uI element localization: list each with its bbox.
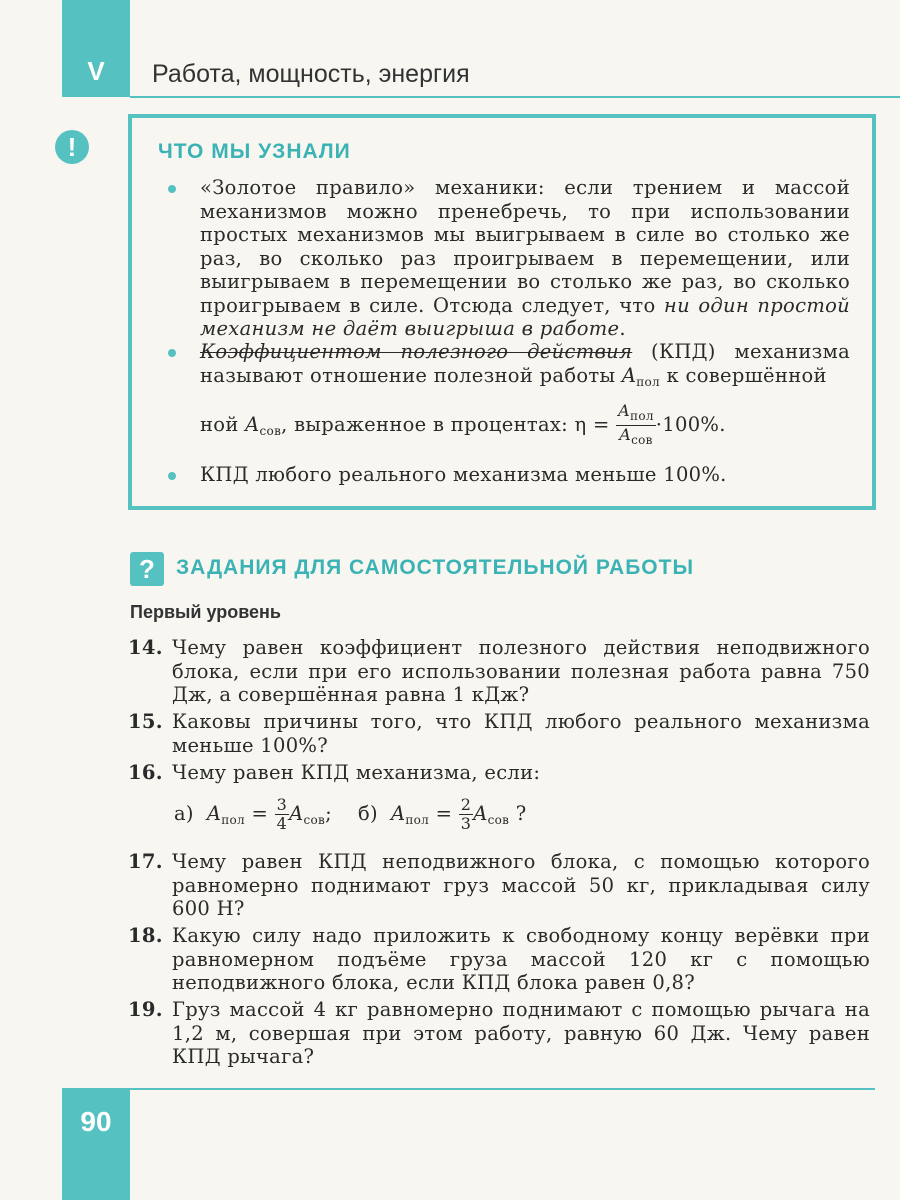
bullet-3 <box>168 472 176 480</box>
summary-bullet-1: «Золотое правило» механики: если трением и массой механизмов можно пренебречь, то при использовании простых механизмов мы выигрываем в силе во столько же раз, во сколько раз проигрываем в перемещении, или выигрываем в перемещении во столько же раз, во сколько проигрываем в силе. Отсюда следует, что ни один простой механизм не даёт выигрыша в работе. <box>200 176 851 340</box>
summary-box <box>128 114 876 510</box>
bullet-2 <box>168 349 176 357</box>
summary-bullet-3: КПД любого реального механизма меньше 100%. <box>200 463 727 486</box>
task-16-options: а) $A_{пол}$ = $\frac{3}{4}$ $A_{сов}$; б) $A_{пол}$ = $\frac{2}{3}$ $A_{сов}$ ? <box>174 795 527 833</box>
task-17: 17. Чему равен КПД неподвижного блока, с помощью которого равномерно поднимают груз массой 50 кг, прикладывая силу 600 Н? <box>128 850 870 920</box>
fraction-a: $\frac{3}{4}$ <box>276 795 288 833</box>
alert-icon: ! <box>55 130 89 164</box>
chapter-label: V <box>87 56 105 86</box>
level-heading: Первый уровень <box>130 602 281 622</box>
page-number-tab <box>62 1088 130 1200</box>
summary-bullet-2: Коэффициентом полезного действия (КПД) механизма называют отношение полезной работы $A_{пол}$ к совершённой <box>200 340 850 389</box>
task-19: 19. Груз массой 4 кг равномерно поднимают с помощью рычага на 1,2 м, совершая при этом работу, равную 60 Дж. Чему равен КПД рычага? <box>128 998 870 1068</box>
fraction-b: $\frac{2}{3}$ <box>460 795 472 833</box>
task-16: 16. Чему равен КПД механизма, если: <box>128 761 541 784</box>
page-number: 90 <box>80 1106 112 1137</box>
question-icon: ? <box>130 552 164 586</box>
page-header-title: Работа, мощность, энергия <box>152 60 470 88</box>
summary-bullet-2-formula-line: ной $A_{сов}$, выраженное в процентах: η = $\frac{A_{пол}}{A_{сов}}$ ·100%. <box>200 401 726 447</box>
efficiency-fraction: $\frac{A_{пол}}{A_{сов}}$ <box>618 401 654 447</box>
task-14: 14. Чему равен коэффициент полезного действия неподвижного блока, если при его использовании полезная работа равна 750 Дж, а совершённая равна 1 кДж? <box>128 636 870 706</box>
task-18: 18. Какую силу надо приложить к свободному концу верёвки при равномерном подъёме груза массой 120 кг с помощью неподвижного блока, если КПД блока равен 0,8? <box>128 924 870 994</box>
task-15: 15. Каковы причины того, что КПД любого реального механизма меньше 100%? <box>128 710 870 757</box>
header-rule <box>130 96 900 98</box>
summary-heading: ЧТО МЫ УЗНАЛИ <box>158 140 351 163</box>
footer-rule <box>130 1088 875 1090</box>
bullet-1 <box>168 185 176 193</box>
chapter-tab <box>62 0 130 97</box>
tasks-heading: ЗАДАНИЯ ДЛЯ САМОСТОЯТЕЛЬНОЙ РАБОТЫ <box>176 556 695 579</box>
